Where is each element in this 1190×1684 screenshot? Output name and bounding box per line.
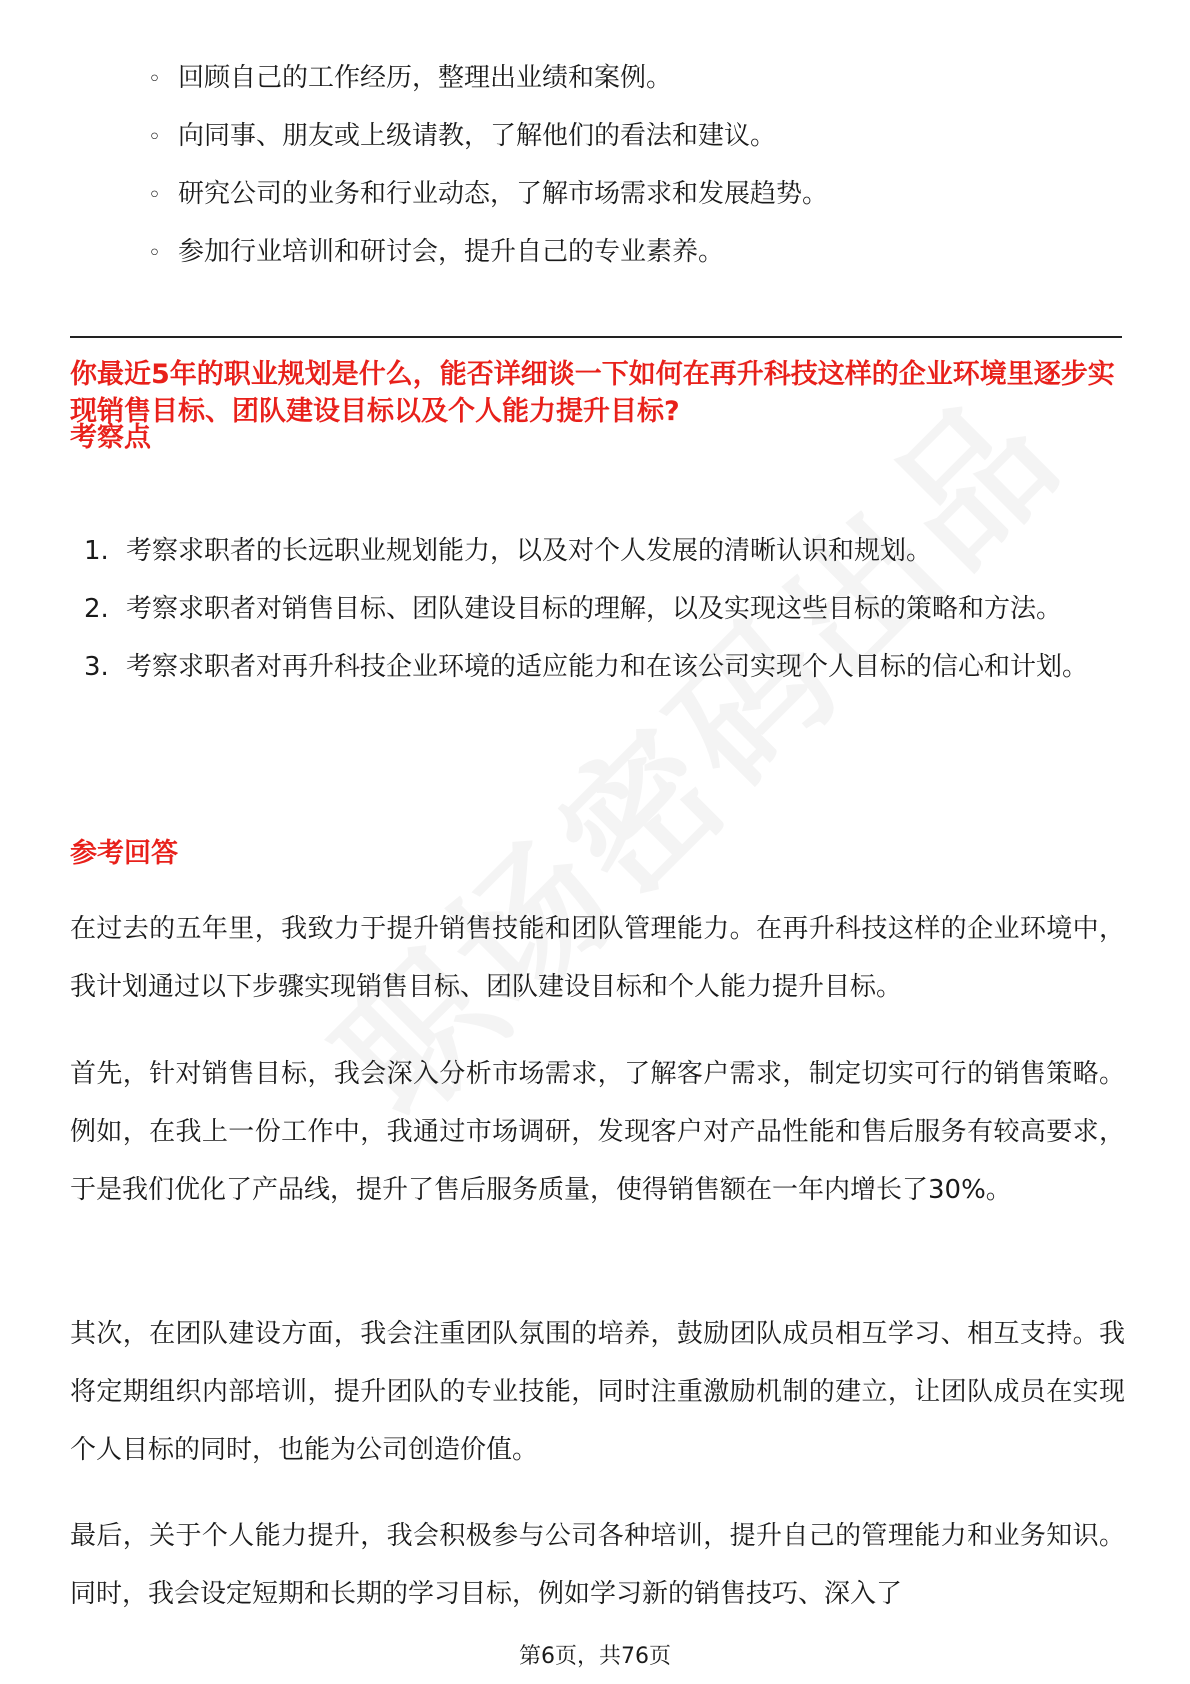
answer-paragraph: 首先，针对销售目标，我会深入分析市场需求，了解客户需求，制定切实可行的销售策略。例如，在我上一份工作中，我通过市场调研，发现客户对产品性能和售后服务有较高要求，于是我们优化了产品线，提升了售后服务质量，使得销售额在一年内增长了30%。 (70, 1059, 1125, 1205)
list-item-text: 研究公司的业务和行业动态，了解市场需求和发展趋势。 (178, 179, 829, 209)
bullet-icon: ◦ (148, 241, 161, 266)
assessment-item (84, 522, 1124, 580)
item-text: 考察求职者的长远职业规划能力，以及对个人发展的清晰认识和规划。 (126, 536, 933, 566)
list-item (148, 232, 828, 290)
answer-paragraph: 在过去的五年里，我致力于提升销售技能和团队管理能力。在再升科技这样的企业环境中，我计划通过以下步骤实现销售目标、团队建设目标和个人能力提升目标。 (70, 914, 1125, 1002)
assessment-item (84, 638, 1124, 696)
item-number: 1. (84, 536, 109, 566)
assessment-heading: 考察点 (70, 422, 151, 453)
bullet-icon: ◦ (148, 183, 161, 208)
bullet-icon: ◦ (148, 67, 161, 92)
bullet-list (148, 58, 828, 290)
page-number: 第6页，共76页 (519, 1644, 671, 1669)
answer-paragraph: 其次，在团队建设方面，我会注重团队氛围的培养，鼓励团队成员相互学习、相互支持。我将定期组织内部培训，提升团队的专业技能，同时注重激励机制的建立，让团队成员在实现个人目标的同时，也能为公司创造价值。 (70, 1319, 1125, 1465)
section-divider (70, 336, 1122, 338)
assessment-item (84, 580, 1124, 638)
answer-paragraph: 最后，关于个人能力提升，我会积极参与公司各种培训，提升自己的管理能力和业务知识。同时，我会设定短期和长期的学习目标，例如学习新的销售技巧、深入了 (70, 1521, 1125, 1609)
item-number: 3. (84, 652, 109, 682)
item-number: 2. (84, 594, 109, 624)
bullet-icon: ◦ (148, 125, 161, 150)
answer-heading: 参考回答 (70, 838, 178, 869)
list-item (148, 58, 828, 116)
item-text: 考察求职者对再升科技企业环境的适应能力和在该公司实现个人目标的信心和计划。 (126, 652, 1089, 682)
list-item-text: 回顾自己的工作经历，整理出业绩和案例。 (178, 63, 673, 93)
list-item (148, 116, 828, 174)
list-item (148, 174, 828, 232)
list-item-text: 向同事、朋友或上级请教，了解他们的看法和建议。 (178, 121, 777, 151)
item-text: 考察求职者对销售目标、团队建设目标的理解，以及实现这些目标的策略和方法。 (126, 594, 1063, 624)
list-item-text: 参加行业培训和研讨会，提升自己的专业素养。 (178, 237, 725, 267)
assessment-list (84, 522, 1124, 696)
question-heading: 你最近5年的职业规划是什么，能否详细谈一下如何在再升科技这样的企业环境里逐步实现销售目标、团队建设目标以及个人能力提升目标? (70, 359, 1115, 427)
